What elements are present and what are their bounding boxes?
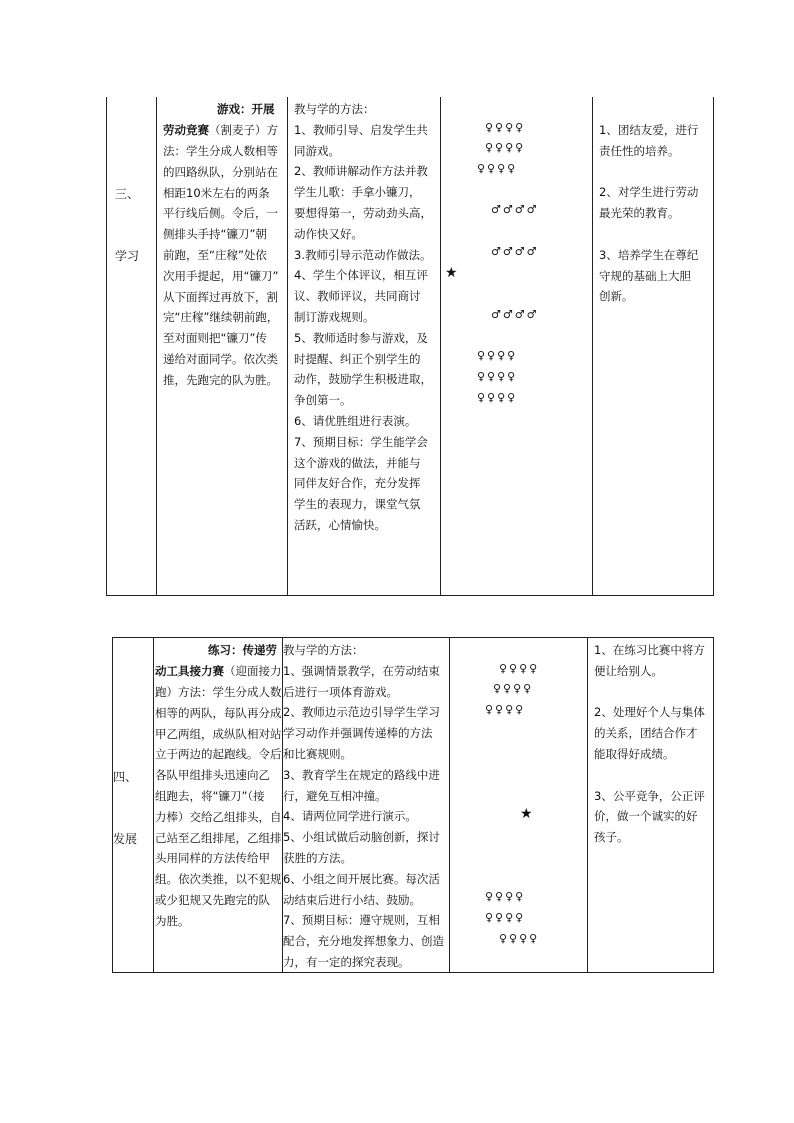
method-line: 6、小组之间开展比赛。每次活 <box>283 871 440 886</box>
table1-divider-4 <box>592 97 593 595</box>
girl-figures-row: ♀♀♀♀ <box>493 682 534 695</box>
goal-line <box>599 162 698 183</box>
method-line: 制订游戏规则。 <box>294 309 375 324</box>
boy-figures-row: ♂♂♂♂ <box>491 308 539 321</box>
method-line: 行，避免互相冲撞。 <box>283 788 387 803</box>
content-line: 推，先跑完的队为胜。 <box>163 372 278 387</box>
content-line: 为胜。 <box>155 913 190 928</box>
content-line: 立于两边的起跑线。令后 <box>155 747 282 762</box>
method-line: 和比赛规则。 <box>283 746 352 761</box>
girl-figures-row: ♀♀♀♀ <box>485 890 526 903</box>
goal-line: 创新。 <box>599 289 634 304</box>
content-line: 力棒）交给乙组排头，自 <box>155 809 282 824</box>
content-line: 次用手提起，用“镰刀” <box>163 268 279 283</box>
content-line: 完“庄稼”继续朝前跑， <box>163 310 279 325</box>
teacher-star-icon: ★ <box>445 265 458 281</box>
method-line: 2、教师边示范边引导学生学习 <box>283 705 440 720</box>
goal-line: 3、公平竞争，公正评 <box>594 788 705 803</box>
table1-content-heading: 游戏：开展 <box>217 102 275 116</box>
content-line: 跑）方法：学生分成人数 <box>155 685 282 699</box>
goal-line: 2、对学生进行劳动 <box>599 185 699 200</box>
table1-method <box>294 99 432 536</box>
method-line: 配合，充分地发挥想象力、创造 <box>283 934 444 949</box>
table2-stage-number: 四、 <box>113 770 138 784</box>
method-line: 动作，鼓励学生积极进取， <box>294 372 432 387</box>
content-line: 侧排头手持“镰刀”朝 <box>163 227 267 242</box>
content-line: 各队甲组排头迅速向乙 <box>155 768 270 783</box>
teacher-star-icon: ★ <box>520 806 533 822</box>
girl-figures-row: ♀♀♀♀ <box>485 911 526 924</box>
girl-figures-row: ♀♀♀♀ <box>485 703 526 716</box>
method-line: 要想得第一，劳动劲头高， <box>294 205 432 220</box>
content-line: 相等的两队，每队再分成 <box>155 705 282 720</box>
table2-stage-name: 发展 <box>113 832 138 846</box>
method-line: 教与学的方法： <box>294 102 375 116</box>
goal-line <box>599 224 698 245</box>
content-line: 组跑去，将“镰刀”（接 <box>155 788 265 803</box>
method-line: 议、教师评议，共同商讨 <box>294 289 421 304</box>
method-line: 7、预期目标：遵守规则，互相 <box>283 913 440 928</box>
goal-line <box>594 765 705 786</box>
goal-line: 2、处理好个人与集体 <box>594 705 705 720</box>
goal-line: 守规的基础上大胆 <box>599 268 691 283</box>
boy-figures-row: ♂♂♂♂ <box>491 203 539 216</box>
method-line: 3.教师引导示范动作做法。 <box>294 247 432 262</box>
table1-content-line2 <box>163 120 278 141</box>
goal-line: 1、团结友爱，进行 <box>599 123 699 137</box>
goal-line: 便让给别人。 <box>594 663 663 678</box>
method-line: 力，有一定的探究表现。 <box>283 954 410 969</box>
goal-line: 责任性的培养。 <box>599 143 680 158</box>
girl-figures-row: ♀♀♀♀ <box>485 141 526 154</box>
method-line: 争创第一。 <box>294 393 352 408</box>
table2-divider-1 <box>153 638 154 972</box>
table1-divider-2 <box>287 97 288 595</box>
method-line: 学习动作并强调传递棒的方法 <box>283 726 433 741</box>
lesson-table-1 <box>106 97 714 596</box>
method-line: 获胜的方法。 <box>283 850 352 865</box>
method-line: 动结束后进行小结、鼓励。 <box>283 892 421 907</box>
method-line: 活跃，心情愉快。 <box>294 517 386 532</box>
method-line: 后进行一项体育游戏。 <box>283 684 398 699</box>
goal-line: 的关系，团结合作才 <box>594 726 698 741</box>
method-line: 4、请两位同学进行演示。 <box>283 809 417 824</box>
method-line: 这个游戏的做法，并能与 <box>294 455 421 470</box>
table2-content-line2 <box>155 661 282 682</box>
table1-content-subtitle: （割麦子）方 <box>209 123 278 137</box>
content-line: 递给对面同学。依次类 <box>163 351 278 366</box>
method-line: 1、强调情景教学，在劳动结束 <box>283 663 440 678</box>
table2-method <box>283 640 444 973</box>
table1-content-body <box>163 141 278 391</box>
method-line: 7、预期目标：学生能学会 <box>294 434 428 449</box>
content-line: 从下面挥过再放下，割 <box>163 289 278 304</box>
table1-stage-name: 学习 <box>115 249 140 263</box>
girl-figures-row: ♀♀♀♀ <box>477 391 518 404</box>
girl-figures-row: ♀♀♀♀ <box>485 121 526 134</box>
table2-goals <box>594 640 705 848</box>
table2-content-heading: 练习：传递劳 <box>208 643 277 657</box>
girl-figures-row: ♀♀♀♀ <box>477 162 518 175</box>
goal-line: 1、在练习比赛中将方 <box>594 643 705 657</box>
method-line: 动作快又好。 <box>294 226 363 241</box>
method-line: 2、教师讲解动作方法并教 <box>294 164 428 179</box>
table2-divider-4 <box>587 638 588 972</box>
girl-figures-row: ♀♀♀♀ <box>477 370 518 383</box>
girl-figures-row: ♀♀♀♀ <box>499 662 540 675</box>
method-line: 1、教师引导、启发学生共 <box>294 122 428 137</box>
method-line: 5、小组试做后动脑创新，探讨 <box>283 830 440 845</box>
method-line: 同伴友好合作，充分发挥 <box>294 476 421 491</box>
content-line: 组。依次类推，以不犯规 <box>155 872 282 887</box>
goal-line: 3、培养学生在尊纪 <box>599 247 699 262</box>
table2-content-subtitle: （迎面接力 <box>224 664 282 678</box>
goal-line: 价，做一个诚实的好 <box>594 809 698 824</box>
goal-line: 最光荣的教育。 <box>599 206 680 221</box>
table2-divider-3 <box>449 638 450 972</box>
table2-content-body <box>155 682 282 932</box>
method-line: 学生儿歌：手拿小镰刀， <box>294 185 421 200</box>
method-line: 6、请优胜组进行表演。 <box>294 413 417 428</box>
table1-divider-3 <box>440 97 441 595</box>
content-line: 法：学生分成人数相等 <box>163 144 278 158</box>
method-line: 5、教师适时参与游戏，及 <box>294 330 428 345</box>
content-line: 平行线后侧。令后，一 <box>163 206 278 221</box>
content-line: 甲乙两组，成纵队相对站 <box>155 726 282 741</box>
content-line: 己站至乙组排尾，乙组排 <box>155 830 282 845</box>
method-line: 学生的表现力，课堂气氛 <box>294 497 421 512</box>
table1-stage-number: 三、 <box>115 187 140 201</box>
table1-divider-1 <box>156 97 157 595</box>
table1-goals <box>599 120 698 307</box>
goal-line: 能取得好成绩。 <box>594 746 675 761</box>
method-line: 同游戏。 <box>294 143 340 158</box>
lesson-table-2 <box>112 637 714 973</box>
method-line: 教与学的方法： <box>283 643 364 657</box>
girl-figures-row: ♀♀♀♀ <box>477 349 518 362</box>
content-line: 相距10米左右的两条 <box>163 185 270 200</box>
table2-content-title: 动工具接力赛 <box>155 664 224 678</box>
method-line: 3、教育学生在规定的路线中进 <box>283 767 440 782</box>
goal-line: 孩子。 <box>594 830 629 845</box>
content-line: 的四路纵队，分别站在 <box>163 164 278 179</box>
boy-figures-row: ♂♂♂♂ <box>491 245 539 258</box>
method-line: 时提醒、纠正个别学生的 <box>294 351 421 366</box>
girl-figures-row: ♀♀♀♀ <box>499 932 540 945</box>
content-line: 头用同样的方法传给甲 <box>155 851 270 866</box>
table1-content-title: 劳动竞赛 <box>163 123 209 137</box>
content-line: 至对面则把“镰刀”传 <box>163 331 267 346</box>
method-line: 4、学生个体评议，相互评 <box>294 268 428 283</box>
content-line: 或少犯规又先跑完的队 <box>155 892 270 907</box>
goal-line <box>594 682 705 703</box>
content-line: 前跑，至“庄稼”处依 <box>163 247 267 262</box>
